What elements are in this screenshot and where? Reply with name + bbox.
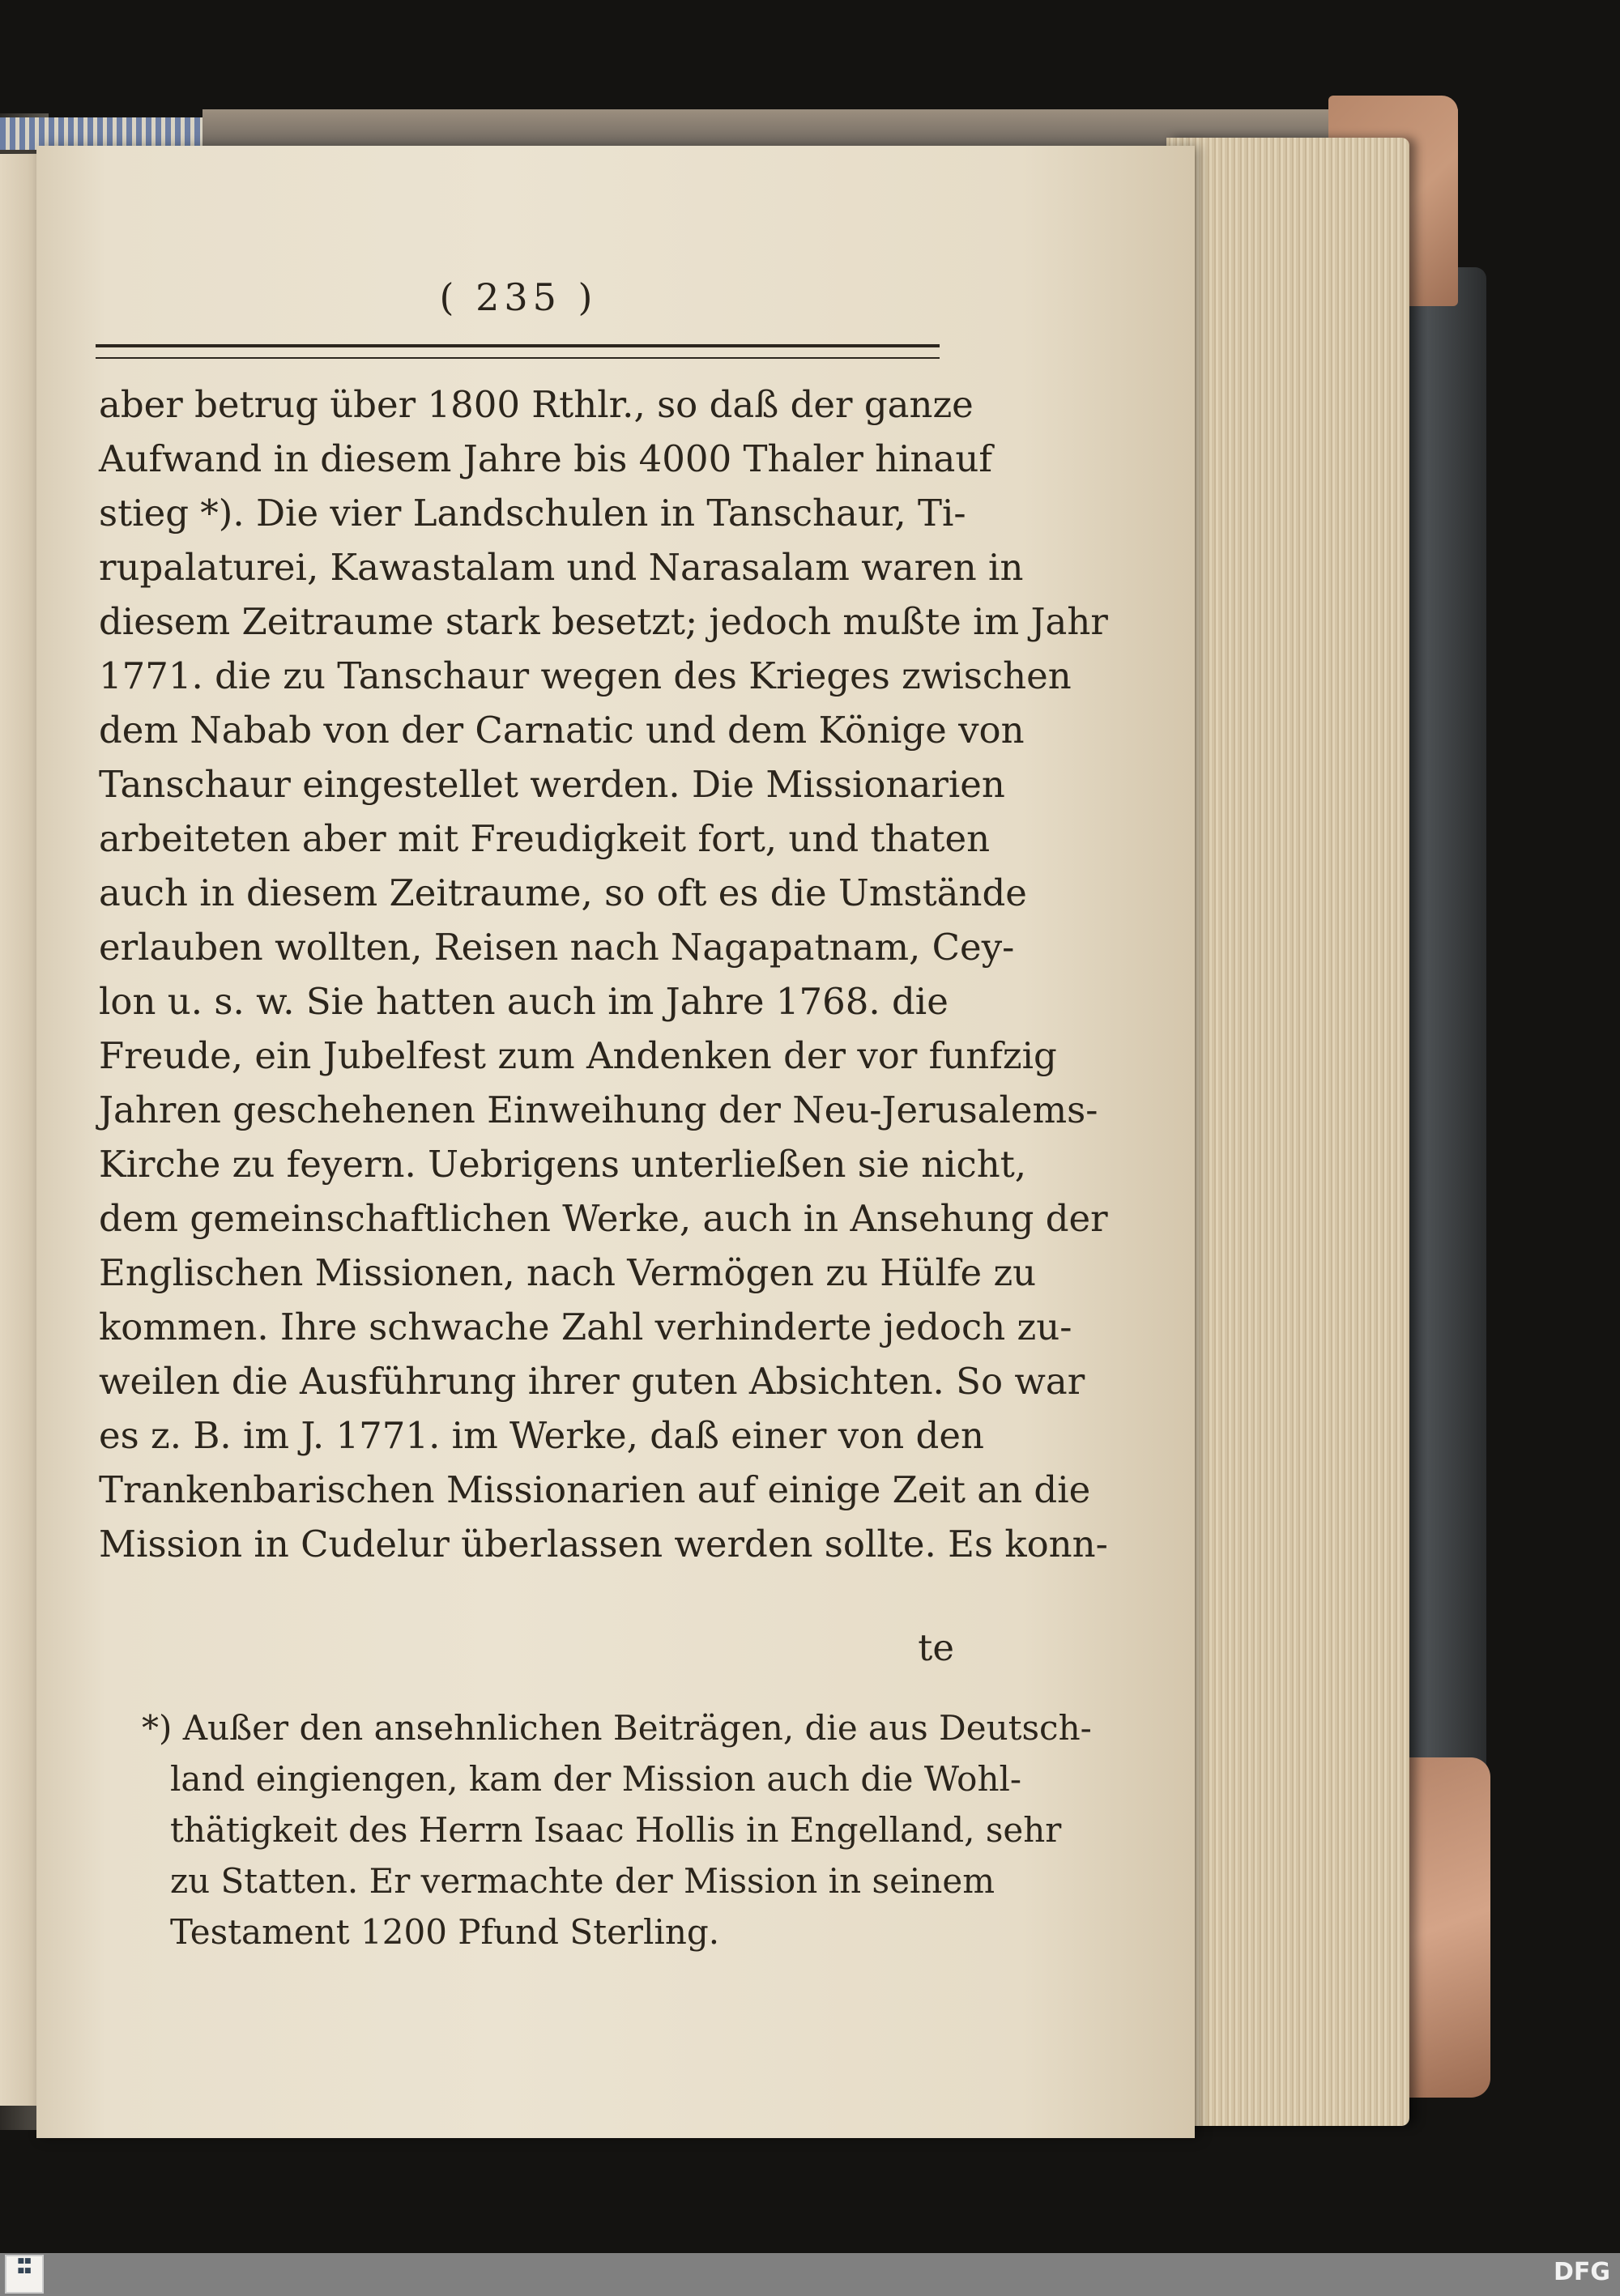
footnote-line: zu Statten. Er vermachte der Mission in seinem — [170, 1861, 995, 1901]
footnote-line: thätigkeit des Herrn Isaac Hollis in Engelland, sehr — [170, 1810, 1062, 1850]
page-block-edges — [1166, 138, 1409, 2126]
text-line: diesem Zeitraume stark besetzt; jedoch mußte im Jahr — [99, 600, 1108, 643]
text-line: Jahren geschehenen Einweihung der Neu-Jerusalems- — [99, 1088, 1098, 1131]
text-line: Englischen Missionen, nach Vermögen zu Hülfe zu — [99, 1251, 1037, 1294]
text-line: Tanschaur eingestellet werden. Die Missionarien — [99, 763, 1005, 806]
text-line: es z. B. im J. 1771. im Werke, daß einer von den — [99, 1414, 984, 1457]
text-line: auch in diesem Zeitraume, so oft es die Umstände — [99, 871, 1027, 914]
text-line: Aufwand in diesem Jahre bis 4000 Thaler hinauf — [99, 437, 992, 480]
text-line: arbeiteten aber mit Freudigkeit fort, und thaten — [99, 817, 991, 860]
text-line: erlauben wollten, Reisen nach Nagapatnam, Cey- — [99, 926, 1015, 969]
footnote-line: Testament 1200 Pfund Sterling. — [170, 1912, 720, 1952]
text-line: dem gemeinschaftlichen Werke, auch in Ansehung der — [99, 1197, 1108, 1240]
text-line: 1771. die zu Tanschaur wegen des Krieges zwischen — [99, 654, 1072, 697]
dfg-logo: DFG — [1553, 2258, 1610, 2286]
text-line: weilen die Ausführung ihrer guten Absichten. So war — [99, 1360, 1085, 1403]
text-line: Mission in Cudelur überlassen werden sollte. Es konn- — [99, 1523, 1108, 1565]
viewer-footer-bar — [0, 2253, 1620, 2296]
library-logo-icon: ■■ ■■ — [5, 2255, 44, 2294]
text-line: Freude, ein Jubelfest zum Andenken der vor funfzig — [99, 1034, 1057, 1077]
header-rule — [96, 344, 940, 359]
text-line: rupalaturei, Kawastalam und Narasalam waren in — [99, 546, 1024, 589]
catchword: te — [918, 1626, 954, 1669]
page-header: ( 235 ) — [439, 275, 598, 319]
footnote-line: *) Außer den ansehnlichen Beiträgen, die aus Deutsch- — [142, 1708, 1092, 1748]
text-line: Kirche zu feyern. Uebrigens unterließen sie nicht, — [99, 1143, 1027, 1186]
text-line: lon u. s. w. Sie hatten auch im Jahre 1768. die — [99, 980, 949, 1023]
text-line: dem Nabab von der Carnatic und dem Könige von — [99, 709, 1025, 752]
text-line: Trankenbarischen Missionarien auf einige Zeit an die — [99, 1468, 1091, 1511]
text-line: stieg *). Die vier Landschulen in Tanschaur, Ti- — [99, 492, 966, 535]
text-line: aber betrug über 1800 Rthlr., so daß der ganze — [99, 383, 974, 426]
text-line: kommen. Ihre schwache Zahl verhinderte jedoch zu- — [99, 1306, 1072, 1348]
footnote-line: land eingiengen, kam der Mission auch die Wohl- — [170, 1759, 1022, 1799]
